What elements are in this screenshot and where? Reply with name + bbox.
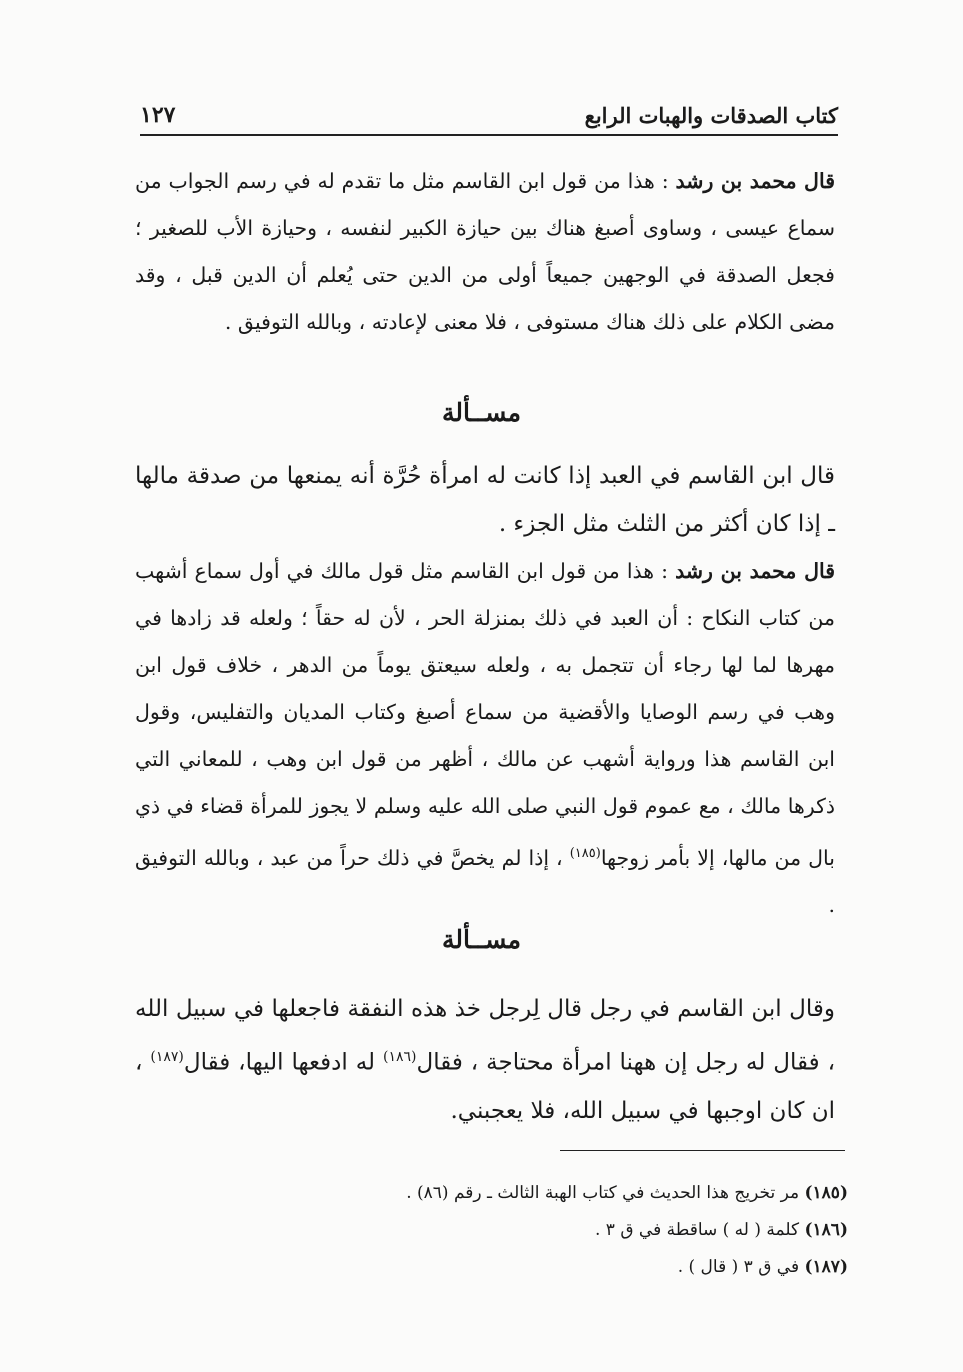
footnote-187 [128, 1249, 848, 1286]
footnote-text: مر تخريج هذا الحديث في كتاب الهبة الثالث ـ رقم (٨٦) . [406, 1183, 805, 1203]
running-title: كتاب الصدقات والهبات الرابع [584, 103, 838, 128]
footnote-text: كلمة ( له ) ساقطة في ق ٣ . [594, 1220, 805, 1240]
footnote-185 [128, 1175, 848, 1212]
question-paragraph-1 [135, 452, 835, 548]
footnote-number: (١٨٧) [804, 1257, 848, 1277]
question-text: قال ابن القاسم في العبد إذا كانت له امرأة حُرَّة أنه يمنعها من صدقة مالها ـ إذا كان أكثر من الثلث مثل الجزء . [135, 463, 835, 537]
speaker-label: قال محمد بن رشد [675, 559, 836, 583]
page-number: ١٢٧ [140, 102, 176, 128]
paragraph-text-end: ، إذا لم يخصَّ في ذلك حراً من عبد ، وبالله التوفيق . [135, 845, 835, 917]
page-header [140, 92, 838, 136]
question-text-2: له ادفعها اليها، فقال [183, 1049, 383, 1076]
commentary-paragraph-1 [135, 158, 835, 346]
footnote-ref-187: (١٨٧) [150, 1049, 184, 1065]
footnote-ref-186: (١٨٦) [383, 1049, 417, 1065]
section-heading-1: مســألة [442, 398, 521, 427]
footnote-186 [128, 1212, 848, 1249]
question-text: وقال ابن القاسم في رجل قال لِرجل خذ هذه النفقة فاجعلها في سبيل الله ، فقال له رجل إن ههنا امرأة محتاجة ، فقال [135, 996, 836, 1076]
section-heading-2: مســألة [442, 925, 521, 954]
paragraph-text: : هذا من قول ابن القاسم مثل ما تقدم له في رسم الجواب من سماع عيسى ، وساوى أصبغ هناك بين حيازة الكبير لنفسه ، وحيازة الأب للصغير ؛ فجعل الصدقة في الوجهين جميعاً أولى من الدين حتى يُعلم أن الدين قبل ، وقد مضى الكلام على ذلك هناك مستوفى ، فلا معنى لإعادته ، وبالله التوفيق . [135, 169, 835, 334]
footnote-number: (١٨٦) [804, 1220, 848, 1240]
footnote-number: (١٨٥) [804, 1183, 848, 1203]
commentary-paragraph-2 [135, 548, 835, 929]
footnotes [128, 1175, 848, 1286]
question-paragraph-2 [135, 985, 835, 1135]
paragraph-text: : هذا من قول ابن القاسم مثل قول مالك في أول سماع أشهب من كتاب النكاح : أن العبد في ذلك بمنزلة الحر ، لأن له حقاً ؛ ولعله قد زادها في مهرها لما لها رجاء أن تتجمل به ، ولعله سيعتق يوماً من الدهر ، خلاف قول ابن وهب في رسم الوصايا والأقضية من سماع أصبغ وكتاب المديان والتفليس، وقول ابن القاسم هذا ورواية أشهب عن مالك ، أظهر من قول ابن وهب ، للمعاني التي ذكرها مالك ، مع عموم قول النبي صلى الله عليه وسلم لا يجوز للمرأة قضاء في ذي بال من مالها، إلا بأمر زوجها [135, 559, 835, 870]
footnote-divider [560, 1150, 845, 1151]
speaker-label: قال محمد بن رشد [675, 169, 835, 193]
footnote-ref-185: (١٨٥) [569, 846, 601, 861]
footnote-text: في ق ٣ ( قال ) . [677, 1257, 805, 1277]
question-text-3: ، ان كان اوجبها في سبيل الله، فلا يعجبني. [135, 1049, 835, 1124]
